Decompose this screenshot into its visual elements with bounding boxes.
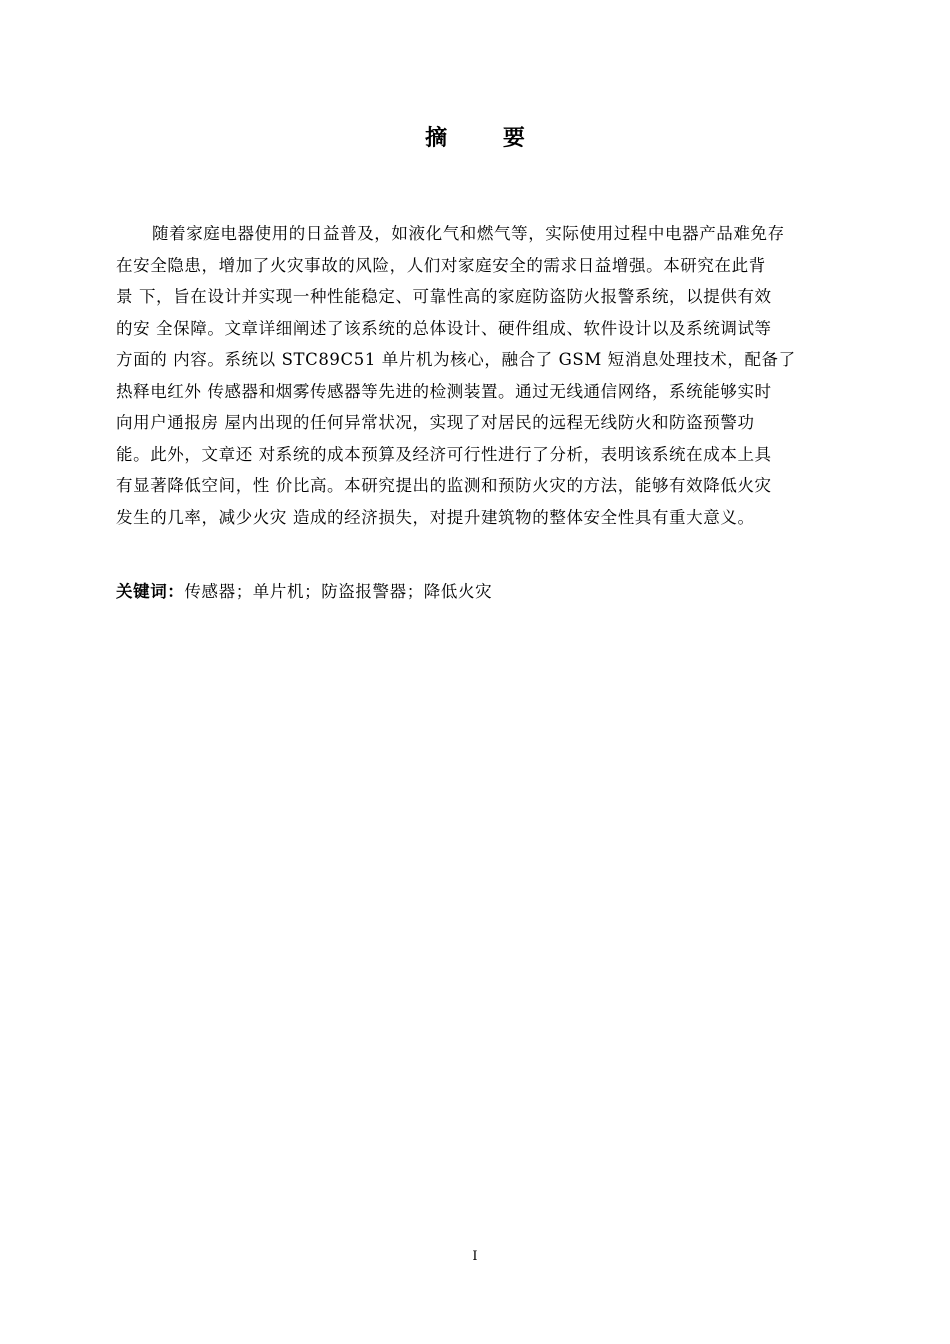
- abstract-line: 向用户通报房 屋内出现的任何异常状况，实现了对居民的远程无线防火和防盗预警功: [116, 413, 755, 432]
- abstract-line: 发生的几率，减少火灾 造成的经济损失，对提升建筑物的整体安全性具有重大意义。: [116, 507, 755, 527]
- keywords: [116, 578, 492, 606]
- page-title: 摘 要: [425, 125, 549, 151]
- abstract-body: [116, 218, 854, 533]
- abstract-line: 方面的 内容。系统以 STC89C51 单片机为核心，融合了 GSM 短消息处理技术，配备了: [116, 350, 796, 369]
- abstract-line: 的安 全保障。文章详细阐述了该系统的总体设计、硬件组成、软件设计以及系统调试等: [116, 318, 772, 338]
- abstract-line: 景 下，旨在设计并实现一种性能稳定、可靠性高的家庭防盗防火报警系统，以提供有效: [116, 287, 772, 306]
- keywords-label: 关键词：: [116, 582, 185, 601]
- abstract-line: 能。此外，文章还 对系统的成本预算及经济可行性进行了分析，表明该系统在成本上具: [116, 444, 772, 464]
- abstract-line: 有显著降低空间，性 价比高。本研究提出的监测和预防火灾的方法，能够有效降低火灾: [116, 476, 772, 495]
- abstract-line: 随着家庭电器使用的日益普及，如液化气和燃气等，实际使用过程中电器产品难免存: [152, 224, 785, 243]
- abstract-line: 在安全隐患，增加了火灾事故的风险，人们对家庭安全的需求日益增强。本研究在此背: [116, 255, 766, 275]
- page-number: I: [472, 1249, 478, 1264]
- keywords-text: 传感器；单片机；防盗报警器；降低火灾: [184, 582, 493, 601]
- abstract-line: 热释电红外 传感器和烟雾传感器等先进的检测装置。通过无线通信网络，系统能够实时: [116, 381, 772, 401]
